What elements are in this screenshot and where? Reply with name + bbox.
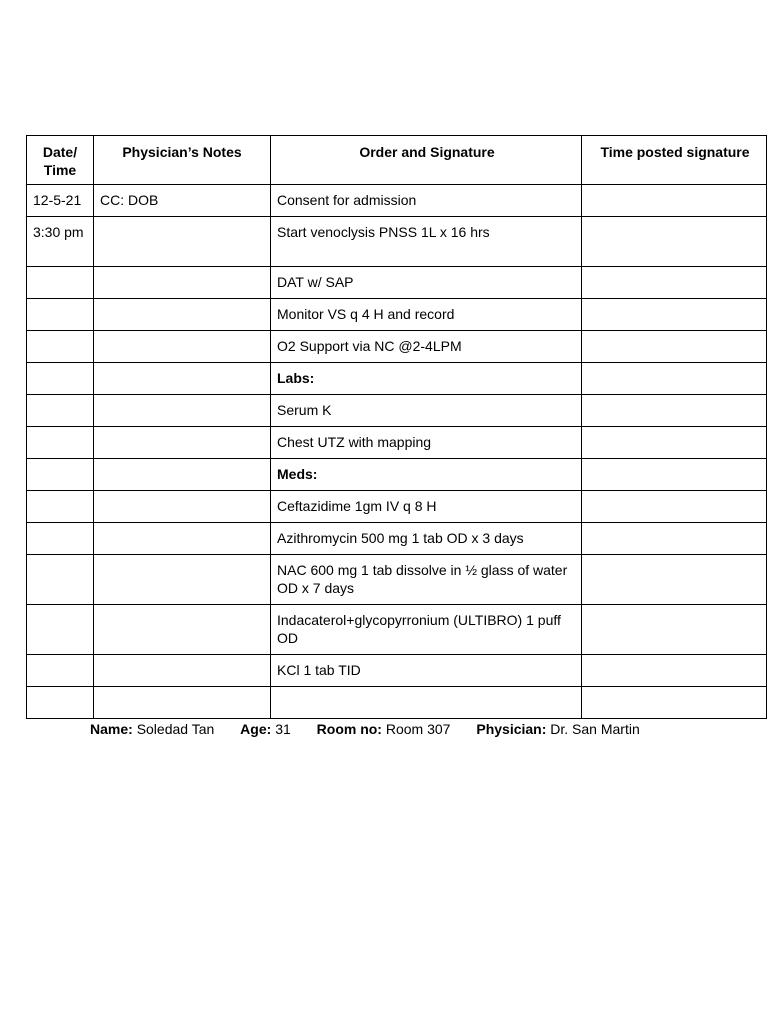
table-row: [27, 427, 767, 459]
date-time-cell: [27, 299, 94, 331]
physician-notes-cell: [94, 331, 271, 363]
name-label: Name:: [90, 721, 133, 737]
physician-notes-cell: [94, 655, 271, 687]
date-time-cell: [27, 523, 94, 555]
header-time-posted-signature: Time posted signature: [582, 136, 767, 185]
order-cell: DAT w/ SAP: [271, 267, 582, 299]
posted-signature-cell: [582, 363, 767, 395]
date-time-cell: [27, 491, 94, 523]
order-cell: [271, 687, 582, 719]
physician-notes-cell: [94, 299, 271, 331]
posted-signature-cell: [582, 299, 767, 331]
date-time-cell: [27, 427, 94, 459]
physician-notes-cell: [94, 687, 271, 719]
order-cell: Serum K: [271, 395, 582, 427]
patient-room: Room 307: [385, 721, 451, 737]
header-date-time: Date/ Time: [27, 136, 94, 185]
physician-notes-cell: [94, 427, 271, 459]
physician-notes-cell: [94, 555, 271, 605]
patient-physician: Dr. San Martin: [550, 721, 640, 737]
table-row: [27, 459, 767, 491]
date-time-cell: [27, 267, 94, 299]
table-row: [27, 299, 767, 331]
posted-signature-cell: [582, 523, 767, 555]
date-time-cell: [27, 363, 94, 395]
table-row: [27, 491, 767, 523]
posted-signature-cell: [582, 687, 767, 719]
table-row: [27, 395, 767, 427]
patient-name: Soledad Tan: [136, 721, 215, 737]
physician-notes-cell: [94, 267, 271, 299]
table-row: [27, 655, 767, 687]
physician-notes-cell: [94, 395, 271, 427]
order-cell: NAC 600 mg 1 tab dissolve in ½ glass of water OD x 7 days: [271, 555, 582, 605]
posted-signature-cell: [582, 605, 767, 655]
order-cell: Azithromycin 500 mg 1 tab OD x 3 days: [271, 523, 582, 555]
date-time-cell: [27, 459, 94, 491]
date-time-cell: 12-5-21: [27, 185, 94, 217]
order-cell: Labs:: [271, 363, 582, 395]
table-header-row: [27, 136, 767, 185]
table-row: [27, 605, 767, 655]
physician-label: Physician:: [476, 721, 547, 737]
table-row: [27, 267, 767, 299]
posted-signature-cell: [582, 555, 767, 605]
age-label: Age:: [240, 721, 272, 737]
physician-notes-cell: [94, 491, 271, 523]
order-cell: KCl 1 tab TID: [271, 655, 582, 687]
physician-notes-cell: [94, 363, 271, 395]
physician-notes-cell: [94, 459, 271, 491]
posted-signature-cell: [582, 655, 767, 687]
date-time-cell: [27, 555, 94, 605]
order-rows: [27, 185, 767, 719]
header-physicians-notes: Physician’s Notes: [94, 136, 271, 185]
table-row: [27, 185, 767, 217]
posted-signature-cell: [582, 217, 767, 267]
header-order-and-signature: Order and Signature: [271, 136, 582, 185]
date-time-cell: [27, 395, 94, 427]
order-cell: O2 Support via NC @2-4LPM: [271, 331, 582, 363]
order-cell: Meds:: [271, 459, 582, 491]
physician-notes-cell: [94, 523, 271, 555]
date-time-cell: [27, 687, 94, 719]
physician-notes-cell: [94, 605, 271, 655]
table-row: [27, 363, 767, 395]
table-row: [27, 523, 767, 555]
table-row: [27, 687, 767, 719]
posted-signature-cell: [582, 491, 767, 523]
patient-age: 31: [275, 721, 291, 737]
room-label: Room no:: [316, 721, 382, 737]
physician-notes-cell: [94, 217, 271, 267]
posted-signature-cell: [582, 459, 767, 491]
posted-signature-cell: [582, 331, 767, 363]
date-time-cell: [27, 331, 94, 363]
posted-signature-cell: [582, 185, 767, 217]
table-row: [27, 331, 767, 363]
table-row: [27, 217, 767, 267]
doctors-orders-table: [26, 135, 767, 719]
date-time-cell: [27, 605, 94, 655]
order-cell: Ceftazidime 1gm IV q 8 H: [271, 491, 582, 523]
order-cell: Indacaterol+glycopyrronium (ULTIBRO) 1 puff OD: [271, 605, 582, 655]
order-cell: Consent for admission: [271, 185, 582, 217]
physician-notes-cell: CC: DOB: [94, 185, 271, 217]
patient-info-line: [90, 720, 640, 738]
order-cell: Monitor VS q 4 H and record: [271, 299, 582, 331]
date-time-cell: 3:30 pm: [27, 217, 94, 267]
order-cell: Chest UTZ with mapping: [271, 427, 582, 459]
table-row: [27, 555, 767, 605]
posted-signature-cell: [582, 427, 767, 459]
posted-signature-cell: [582, 395, 767, 427]
date-time-cell: [27, 655, 94, 687]
order-cell: Start venoclysis PNSS 1L x 16 hrs: [271, 217, 582, 267]
posted-signature-cell: [582, 267, 767, 299]
